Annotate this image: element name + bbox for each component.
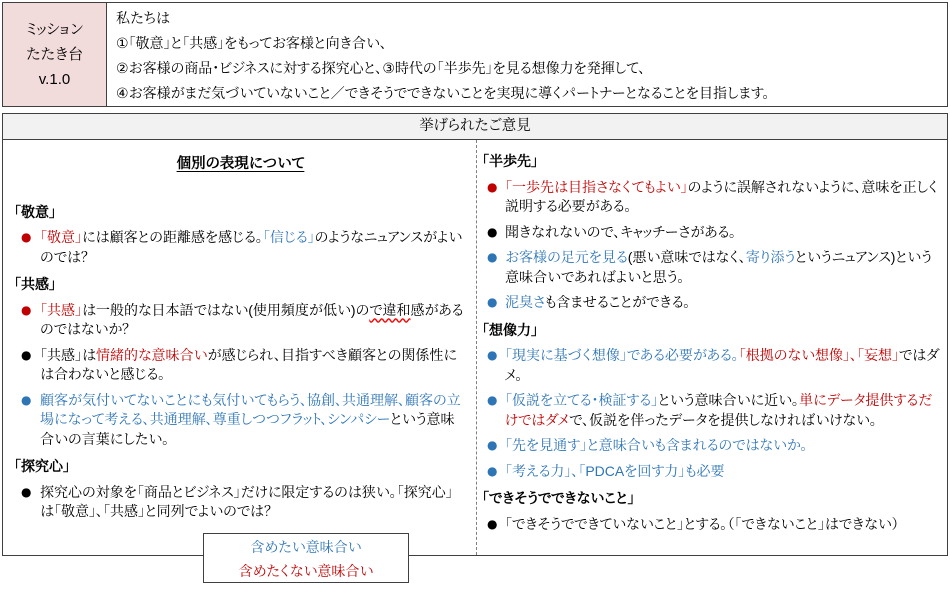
bullet-circle-icon: ●: [21, 302, 32, 317]
opinion-section: [482, 152, 942, 313]
section-heading: 「できそうでできないこと」: [482, 490, 635, 506]
bullet-text: [505, 248, 942, 287]
column-title: 個別の表現について: [176, 156, 305, 172]
opinion-section: [482, 489, 942, 534]
bullet-item: [17, 301, 464, 340]
bullet-text: [505, 223, 942, 243]
text-run: で、仮説を伴ったデータを提供しなければいけない。: [569, 411, 877, 428]
bullet-text: [40, 301, 464, 340]
bullet-text: [40, 391, 464, 450]
bullet-circle-icon: ●: [487, 250, 498, 264]
bullet-circle-icon: ●: [487, 393, 498, 407]
section-heading: 「半歩先」: [482, 153, 538, 169]
bullet-circle-icon: ●: [487, 295, 498, 309]
mission-box: [2, 2, 948, 107]
text-run: というニュアンス)という意味合いであればよいと思う。: [505, 249, 932, 285]
text-run: 感があるのではないか？: [40, 301, 464, 337]
opinion-section: [14, 275, 464, 449]
opinion-section: [482, 321, 942, 482]
opinions-header: 挙げられたご意見: [3, 114, 947, 140]
bullet-item: [485, 436, 942, 456]
bullet-circle-icon: ●: [487, 224, 498, 239]
text-run: 聞きなれないので、キャッチーさがある。: [505, 223, 737, 240]
bullet-text: [40, 483, 464, 522]
mission-statement-line: 私たちは: [116, 10, 170, 26]
text-run: で違和: [369, 301, 411, 318]
legend-include-label: 含めたい意味合い: [250, 539, 362, 555]
mission-statement-line: ①「敬意」と「共感」をもってお客様と向き合い、: [116, 35, 387, 51]
text-run: という意味合いの言葉にしたい。: [40, 411, 455, 447]
bullet-item: [485, 223, 942, 243]
text-run: 「共感」は: [40, 346, 96, 363]
text-run: 探究心の対象を「商品とビジネス」だけに限定するのは狭い。「探究心」は「敬意」、「共感」と同列でよいのでは？: [40, 483, 453, 519]
mission-label: [3, 3, 107, 106]
text-run: が感じられ、目指すべき顧客との関係性には合わないと感じる。: [40, 346, 458, 382]
bullet-item: [17, 483, 464, 522]
text-run: お客様の足元を見る: [505, 249, 628, 265]
text-run: 「根拠のない想像」、「妄想」: [738, 347, 899, 363]
bullet-circle-icon: ●: [487, 179, 498, 194]
text-run: は一般的な日本語ではない(使用頻度が低い)の: [82, 301, 370, 318]
bullet-text: [505, 178, 942, 217]
text-run: 情緒的な意味合い: [95, 346, 208, 363]
bullet-item: [485, 293, 942, 313]
text-run: も含ませることができる。: [545, 294, 691, 310]
bullet-circle-icon: ●: [21, 484, 32, 499]
opinion-column-right: [477, 140, 947, 555]
bullet-text: [505, 293, 942, 313]
bullet-item: [485, 346, 942, 385]
bullet-item: [485, 248, 942, 287]
text-run: 顧客が気付いてないことにも気付いてもらう、協創、共通理解、顧客の立場になって考える、共通理解、尊重しつつフラット、シンパシー: [40, 391, 461, 427]
text-run: 「敬意」: [40, 229, 82, 245]
bullet-circle-icon: ●: [21, 392, 32, 407]
text-run: のように誤解されないように、意味を正しく説明する必要がある。: [505, 178, 939, 214]
bullet-item: [17, 228, 464, 267]
text-run: のようなニュアンスがよいのでは？: [40, 229, 463, 265]
mission-statement-line: ④お客様がまだ気づいていないこと／できそうでできないことを実現に導くパートナーとなることを目指します。: [116, 85, 770, 101]
text-run: 「できそうでできていないこと」とする。（「できないこと」はできない）: [505, 515, 899, 532]
mission-label-line: v.1.0: [38, 71, 71, 88]
bullet-text: [505, 462, 942, 482]
text-run: 泥臭さ: [505, 294, 546, 310]
mission-label-line: たたき台: [25, 46, 84, 63]
bullet-item: [485, 462, 942, 482]
text-run: 「一歩先は目指さなくてもよい」: [505, 178, 688, 195]
text-run: 「先を見通す」と意味合いも含まれるのではないか。: [505, 437, 808, 453]
mission-label-line: ミッション: [26, 21, 83, 38]
section-heading: 「敬意」: [14, 203, 56, 220]
text-run: という意味合いに近い。: [658, 392, 800, 408]
bullet-item: [17, 391, 464, 450]
bullet-item: [485, 391, 942, 430]
bullet-circle-icon: ●: [487, 438, 498, 452]
bullet-text: [505, 346, 942, 385]
bullet-text: [505, 515, 942, 535]
text-run: には顧客との距離感を感じる。: [82, 229, 263, 245]
opinions-panel: [2, 113, 948, 556]
bullet-text: [40, 346, 464, 385]
bullet-item: [485, 515, 942, 535]
bullet-text: [40, 228, 464, 267]
bullet-circle-icon: ●: [21, 347, 32, 362]
section-heading: 「共感」: [14, 276, 56, 292]
opinion-section: [14, 203, 464, 268]
bullet-circle-icon: ●: [487, 516, 498, 531]
bullet-circle-icon: ●: [21, 230, 32, 244]
bullet-item: [17, 346, 464, 385]
mission-statement-line: ②お客様の商品・ビジネスに対する探究心と、③時代の「半歩先」を見る想像力を発揮して、: [116, 60, 646, 76]
opinion-section: [14, 457, 464, 522]
text-run: ではダメ。: [505, 347, 939, 383]
text-run: 「仮説を立てる・検証する」: [505, 392, 659, 408]
opinion-column-left: [3, 140, 477, 555]
opinions-columns: [3, 140, 947, 555]
text-run: 「共感」: [40, 301, 82, 318]
legend-exclude-label: 含めたくない意味合い: [238, 563, 374, 579]
bullet-text: [505, 391, 942, 430]
bullet-circle-icon: ●: [487, 463, 498, 478]
color-legend: [203, 533, 409, 583]
text-run: 「考える力」、「PDCAを回す力」も必要: [505, 462, 725, 479]
mission-statement: [107, 3, 947, 106]
bullet-item: [485, 178, 942, 217]
section-heading: 「探究心」: [14, 458, 70, 474]
text-run: 単にデータ提供するだけではダメ: [505, 392, 933, 428]
text-run: 「現実に基づく想像」である必要がある。: [505, 347, 739, 363]
section-heading: 「想像力」: [482, 321, 538, 338]
text-run: 「信じる」: [262, 229, 315, 245]
bullet-circle-icon: ●: [487, 348, 498, 362]
text-run: (悪い意味ではなく、: [627, 249, 746, 265]
bullet-text: [505, 436, 942, 456]
text-run: 寄り添う: [745, 249, 796, 265]
